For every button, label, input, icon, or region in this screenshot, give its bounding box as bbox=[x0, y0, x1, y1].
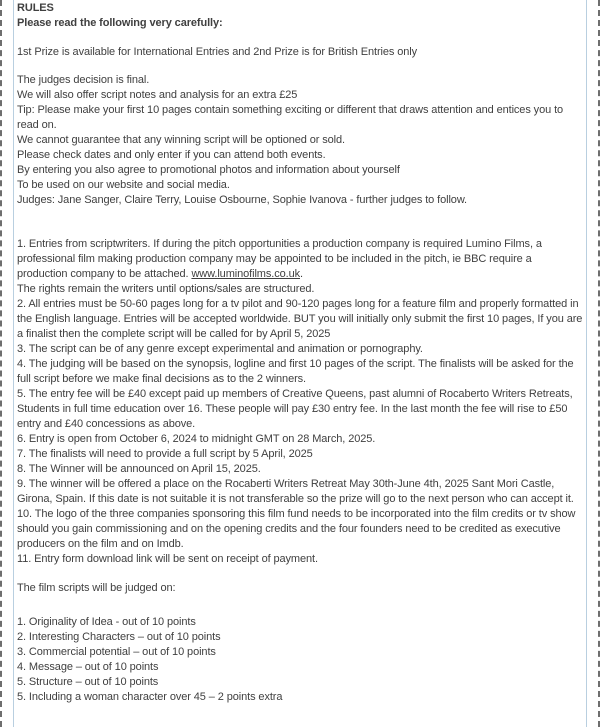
judging-criterion: 5. Including a woman character over 45 – 2 points extra bbox=[17, 691, 283, 703]
note-line: To be used on our website and social media. bbox=[17, 179, 230, 191]
rule-item-11: 11. Entry form download link will be sent on receipt of payment. bbox=[17, 553, 318, 565]
judging-criterion: 1. Originality of Idea - out of 10 points bbox=[17, 616, 196, 628]
note-line: Please check dates and only enter if you can attend both events. bbox=[17, 149, 326, 161]
rule-1-text: 1. Entries from scriptwriters. If during the pitch opportunities a production company is required Lumino Films, a professional film making production company may be appointed to be included in the pitch, ie BBC require a production company to be attached. bbox=[17, 238, 542, 280]
judging-criterion: 4. Message – out of 10 points bbox=[17, 661, 159, 673]
note-line: We cannot guarantee that any winning script will be optioned or sold. bbox=[17, 134, 345, 146]
prize-eligibility-note: 1st Prize is available for International Entries and 2nd Prize is for British Entries only bbox=[17, 46, 418, 58]
rules-list bbox=[17, 237, 583, 567]
page-title: RULES bbox=[17, 2, 54, 14]
rule-item-4: 4. The judging will be based on the synopsis, logline and first 10 pages of the script. The finalists will be asked for the full script before we make final decisions as to the 2 winners. bbox=[17, 358, 574, 385]
note-line: Tip: Please make your first 10 pages contain something exciting or different that draws attention and entices you to read on. bbox=[17, 104, 564, 131]
note-line: By entering you also agree to promotional photos and information about yourself bbox=[17, 164, 400, 176]
rule-item-2: 2. All entries must be 50-60 pages long for a tv pilot and 90-120 pages long for a feature film and properly formatted in the English language. Entries will be accepted worldwide. BUT you will initially only submit the first 10 pages, If you are a finalist then the complete script will be called for by April 5, 2025 bbox=[17, 298, 583, 340]
rule-item-10: 10. The logo of the three companies sponsoring this film fund needs to be incorporated into the film credits or tv show should you gain commissioning and on the opening credits and the four founders need to be credited as executive producers on the film and on Imdb. bbox=[17, 508, 576, 550]
rule-item-7: 7. The finalists will need to provide a full script by 5 April, 2025 bbox=[17, 448, 313, 460]
rule-1-period: . bbox=[300, 268, 303, 280]
rule-item-5: 5. The entry fee will be £40 except paid up members of Creative Queens, past alumni of Rocaberto Writers Retreats, Students in full time education over 16. These people will pay £30 entry fee. In the last month the fee will rise to £50 entry and £40 concessions as above. bbox=[17, 388, 573, 430]
note-line: The judges decision is final. bbox=[17, 74, 150, 86]
read-carefully-subtitle: Please read the following very carefully: bbox=[17, 17, 223, 29]
content-frame bbox=[13, 0, 587, 727]
rule-item-1 bbox=[17, 237, 583, 282]
judging-criterion: 5. Structure – out of 10 points bbox=[17, 676, 159, 688]
rule-item-3: 3. The script can be of any genre except experimental and animation or pornography. bbox=[17, 343, 423, 355]
rights-note: The rights remain the writers until options/sales are structured. bbox=[17, 283, 315, 295]
judging-criterion: 2. Interesting Characters – out of 10 points bbox=[17, 631, 221, 643]
note-line-judges: Judges: Jane Sanger, Claire Terry, Louise Osbourne, Sophie Ivanova - further judges to follow. bbox=[17, 194, 468, 206]
general-notes bbox=[17, 73, 583, 208]
judging-criterion: 3. Commercial potential – out of 10 points bbox=[17, 646, 216, 658]
note-line: We will also offer script notes and analysis for an extra £25 bbox=[17, 89, 298, 101]
rule-item-9: 9. The winner will be offered a place on the Rocaberti Writers Retreat May 30th-June 4th, 2025 Sant Mori Castle, Girona, Spain. If this date is not suitable it is not transferable so the prize will go to the next person who can accept it. bbox=[17, 478, 574, 505]
judging-list bbox=[17, 615, 583, 705]
lumino-films-link[interactable]: www.luminofilms.co.uk bbox=[191, 268, 300, 280]
judging-criteria-intro: The film scripts will be judged on: bbox=[17, 582, 176, 594]
rule-item-6: 6. Entry is open from October 6, 2024 to midnight GMT on 28 March, 2025. bbox=[17, 433, 376, 445]
rule-item-8: 8. The Winner will be announced on April 15, 2025. bbox=[17, 463, 261, 475]
